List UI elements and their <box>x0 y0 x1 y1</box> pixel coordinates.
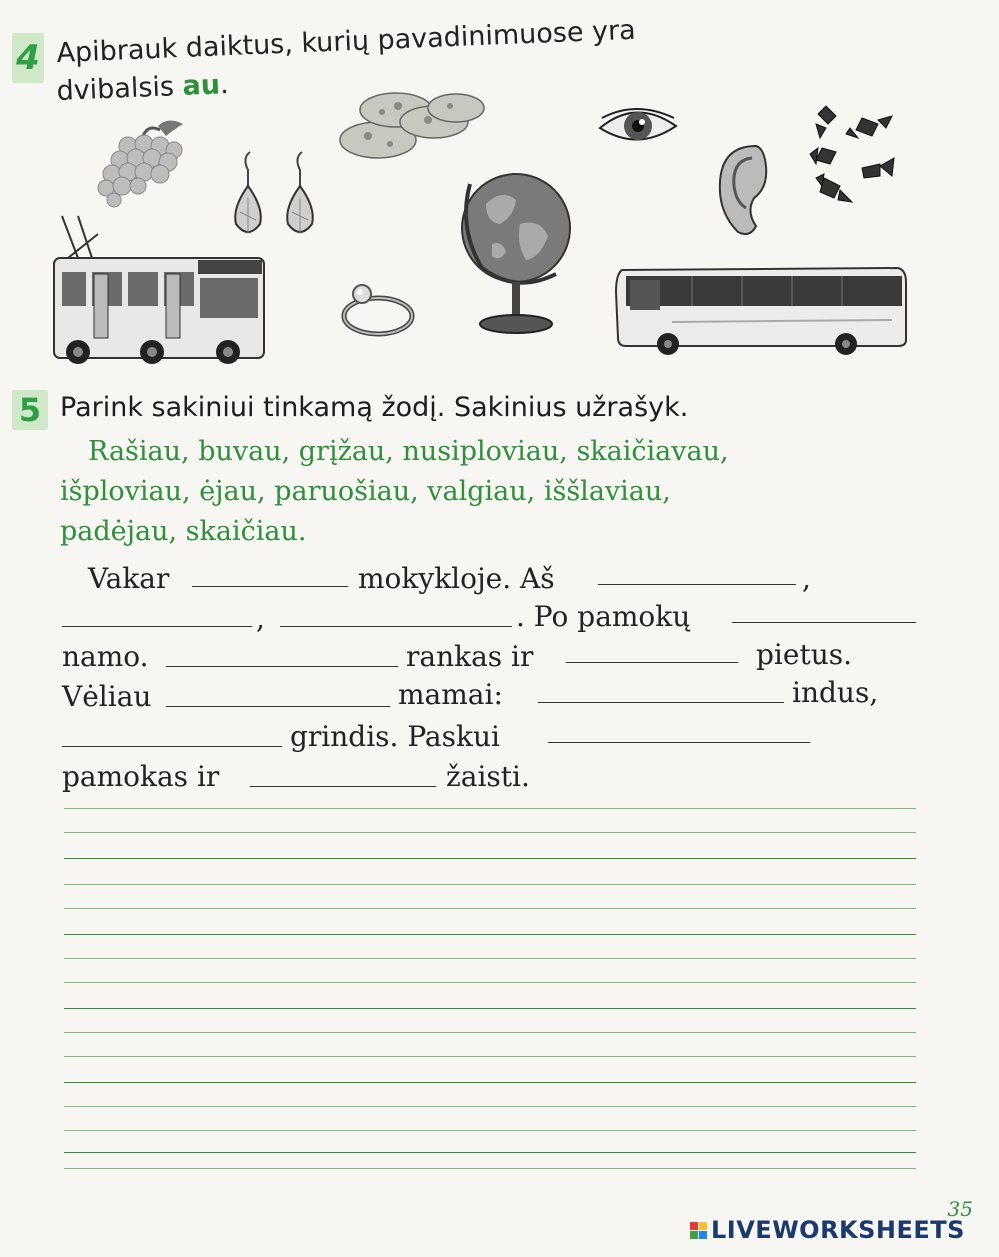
bus-picture[interactable] <box>612 262 908 356</box>
exercise-5-number: 5 <box>12 390 48 430</box>
writing-line <box>64 832 916 833</box>
sentence-word: pamokas ir <box>62 760 220 793</box>
answer-blank-7[interactable] <box>566 662 738 663</box>
writing-line <box>64 1106 916 1107</box>
trolleybus-picture[interactable] <box>48 212 270 368</box>
grapes-picture[interactable] <box>88 116 200 208</box>
writing-line <box>64 1056 916 1057</box>
word-bank-line-1: Rašiau, buvau, grįžau, nusiploviau, skaičiavau, <box>88 436 729 467</box>
ear-picture[interactable] <box>716 142 772 238</box>
cookies-picture[interactable] <box>338 86 488 162</box>
exercise-4-instruction <box>56 15 636 69</box>
globe-picture[interactable] <box>456 164 576 338</box>
writing-line <box>64 808 916 809</box>
writing-line <box>64 908 916 909</box>
sentence-word: grindis. Paskui <box>290 720 500 753</box>
answer-blank-1[interactable] <box>192 586 348 587</box>
writing-line <box>64 1008 916 1009</box>
diphthong-highlight: au <box>181 69 221 102</box>
answer-blank-11[interactable] <box>548 742 810 743</box>
writing-line <box>64 958 916 959</box>
answer-blank-10[interactable] <box>62 746 282 747</box>
writing-line <box>64 1032 916 1033</box>
writing-line <box>64 884 916 885</box>
exercise-4-line1: Apibrauk daiktus, kurių pavadinimuose yra <box>56 14 637 69</box>
sentence-comma: , <box>256 602 265 635</box>
sentence-word: rankas ir <box>406 640 534 673</box>
word-bank-line-3: padėjau, skaičiau. <box>60 516 307 547</box>
sentence-word: Vakar <box>88 562 170 595</box>
candies-picture[interactable] <box>806 94 902 218</box>
eye-picture[interactable] <box>596 100 680 152</box>
ring-picture[interactable] <box>336 276 420 342</box>
answer-blank-8[interactable] <box>166 706 390 707</box>
exercise-4-number: 4 <box>12 33 44 83</box>
writing-line <box>64 934 916 935</box>
sentence-word: . Po pamokų <box>516 600 691 633</box>
sentence-word: pietus. <box>756 638 853 671</box>
liveworksheets-logo-icon <box>690 1222 707 1239</box>
exercise-4-instruction-line2 <box>56 69 229 107</box>
answer-blank-2[interactable] <box>598 584 796 585</box>
writing-line <box>64 1152 916 1153</box>
sentence-word: namo. <box>62 640 149 673</box>
liveworksheets-brand[interactable] <box>690 1216 965 1244</box>
answer-blank-5[interactable] <box>732 622 916 623</box>
page-number: 35 <box>947 1197 973 1221</box>
word-bank-line-2: išploviau, ėjau, paruošiau, valgiau, iššlaviau, <box>60 476 671 507</box>
writing-line <box>64 982 916 983</box>
writing-line <box>64 1082 916 1083</box>
answer-blank-9[interactable] <box>538 702 784 703</box>
writing-line <box>64 858 916 859</box>
answer-blank-3[interactable] <box>62 626 252 627</box>
answer-blank-12[interactable] <box>250 786 436 787</box>
answer-blank-4[interactable] <box>280 626 512 627</box>
sentence-word: indus, <box>792 676 879 709</box>
sentence-word: Vėliau <box>62 680 152 713</box>
sentence-word: žaisti. <box>446 760 530 793</box>
writing-line <box>64 1130 916 1131</box>
instruction-text: dvibalsis <box>56 71 175 107</box>
sentence-comma: , <box>802 562 811 595</box>
sentence-word: mokykloje. Aš <box>358 562 555 595</box>
instruction-period: . <box>219 69 230 101</box>
writing-line <box>64 1168 916 1169</box>
sentence-word: mamai: <box>398 678 503 711</box>
exercise-5-title: Parink sakiniui tinkamą žodį. Sakinius užrašyk. <box>60 392 689 423</box>
brand-text: LIVEWORKSHEETS <box>711 1216 965 1244</box>
answer-blank-6[interactable] <box>166 666 398 667</box>
